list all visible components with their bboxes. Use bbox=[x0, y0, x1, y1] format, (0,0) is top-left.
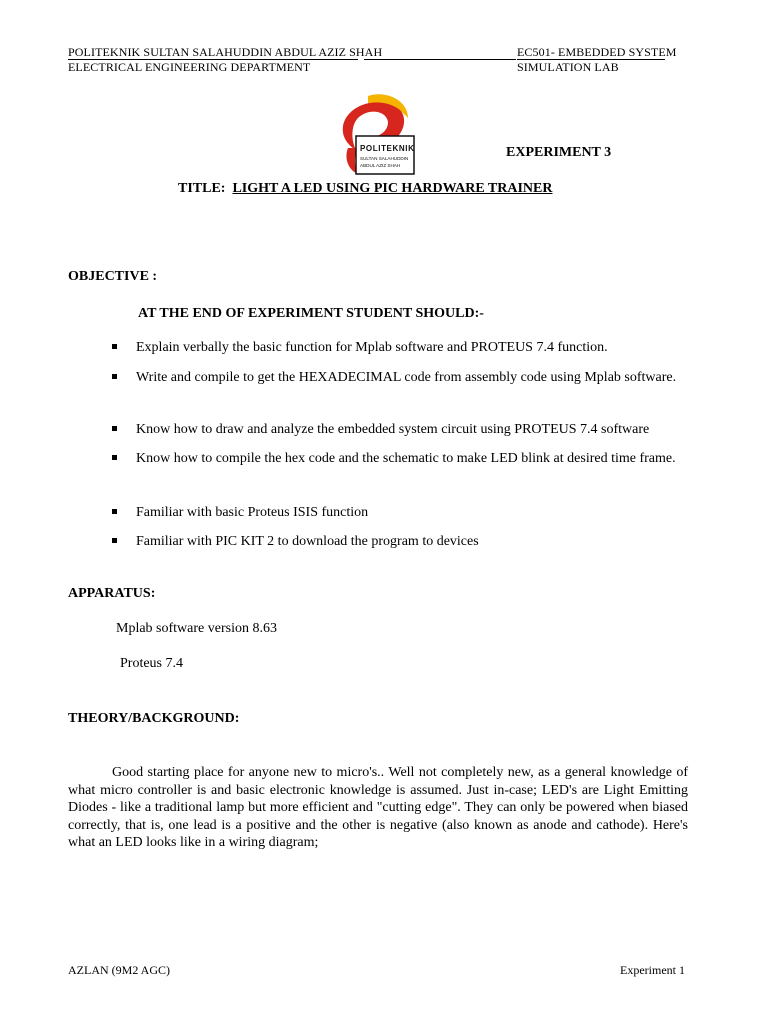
apparatus-item: Proteus 7.4 bbox=[120, 656, 183, 671]
objective-intro: AT THE END OF EXPERIMENT STUDENT SHOULD:- bbox=[138, 306, 484, 321]
logo-text-main: POLITEKNIK bbox=[360, 144, 415, 153]
bullet-icon bbox=[112, 426, 117, 431]
header-lab: SIMULATION LAB bbox=[517, 60, 619, 74]
title-text: LIGHT A LED USING PIC HARDWARE TRAINER bbox=[232, 181, 553, 196]
title-prefix: TITLE: bbox=[178, 181, 226, 196]
logo-text-box bbox=[356, 136, 414, 174]
list-item: Know how to compile the hex code and the schematic to make LED blink at desired time frame. bbox=[112, 445, 692, 501]
apparatus-item: Mplab software version 8.63 bbox=[116, 621, 277, 636]
apparatus-heading: APPARATUS: bbox=[68, 586, 156, 601]
document-title bbox=[178, 181, 552, 197]
theory-paragraph: Good starting place for anyone new to micro's.. Well not completely new, as a general knowledge of what micro controller is and basic electronic knowledge is assumed. Just in-case; LED's are Light Emitting Diodes - like a traditional lamp but more efficient and "cutting edge". They can only be powered when biased correctly, that is, one lead is a positive and the other is negative (also known as anode and cathode). Here's what an LED looks like in a wiring diagram; bbox=[68, 765, 688, 851]
list-item: Familiar with basic Proteus ISIS function bbox=[112, 505, 692, 534]
experiment-label: EXPERIMENT 3 bbox=[506, 145, 612, 160]
header-institution: POLITEKNIK SULTAN SALAHUDDIN ABDUL AZIZ SHAH bbox=[68, 45, 383, 59]
objective-list bbox=[112, 340, 692, 563]
logo-text-sub1: SULTAN SALAHUDDIN bbox=[360, 156, 409, 161]
logo-text-sub2: ABDUL AZIZ SHAH bbox=[360, 163, 401, 168]
list-item: Write and compile to get the HEXADECIMAL code from assembly code using Mplab software. bbox=[112, 364, 692, 418]
bullet-icon bbox=[112, 344, 117, 349]
politeknik-logo bbox=[338, 92, 428, 176]
theory-heading: THEORY/BACKGROUND: bbox=[68, 711, 240, 726]
bullet-icon bbox=[112, 509, 117, 514]
bullet-icon bbox=[112, 374, 117, 379]
footer-author: AZLAN (9M2 AGC) bbox=[68, 963, 170, 977]
list-item: Familiar with PIC KIT 2 to download the program to devices bbox=[112, 534, 692, 563]
header-rule-middle bbox=[364, 59, 516, 60]
footer-page-label: Experiment 1 bbox=[620, 963, 685, 977]
header-department: ELECTRICAL ENGINEERING DEPARTMENT bbox=[68, 60, 311, 74]
list-item: Explain verbally the basic function for Mplab software and PROTEUS 7.4 function. bbox=[112, 340, 692, 370]
header-course: EC501- EMBEDDED SYSTEM bbox=[517, 45, 677, 59]
list-item: Know how to draw and analyze the embedded system circuit using PROTEUS 7.4 software bbox=[112, 422, 692, 451]
objective-heading: OBJECTIVE : bbox=[68, 269, 158, 284]
bullet-icon bbox=[112, 455, 117, 460]
bullet-icon bbox=[112, 538, 117, 543]
